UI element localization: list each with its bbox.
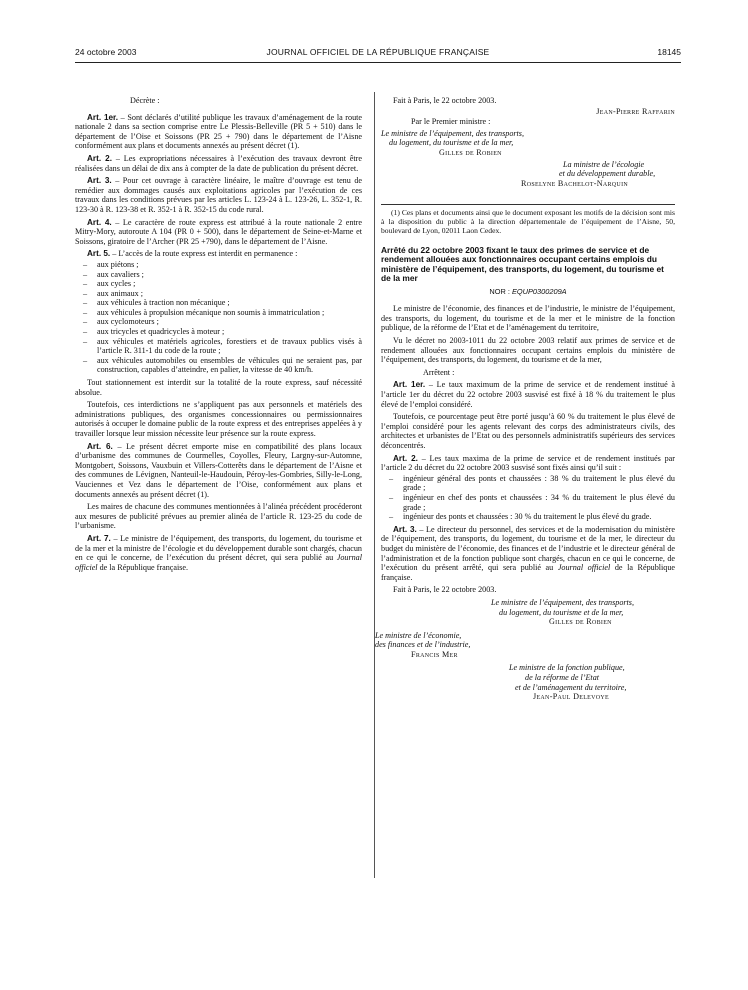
article-text: – L’accès de la route express est interdit en permanence : (110, 249, 298, 259)
par-premier-ministre: Par le Premier ministre : (411, 117, 491, 127)
article-label: Art. 3. (393, 524, 417, 534)
list-item: – aux cavaliers ; (75, 270, 362, 280)
minister-equipment-title (381, 129, 675, 148)
arrete-article-1-paragraph: Toutefois, ce pourcentage peut être porté jusqu’à 60 % du traitement le plus élevé de l’emploi considéré pour les agents relevant des corps des administrateurs civils, des architectes et urbanistes de l’Etat ou des personnels administratifs supérieurs des services déconcentrés. (381, 412, 675, 450)
signature-bachelot: Roselyne Bachelot-Narquin (521, 178, 629, 188)
article-1 (75, 113, 362, 151)
list-item: – ingénieur général des ponts et chaussées : 38 % du traitement le plus élevé du grade ; (381, 474, 675, 493)
minister-title-line: de la réforme de l’Etat (525, 673, 600, 683)
article-text: – Le taux maximum de la prime de service et de rendement institué à l’article 1er du décret du 22 octobre 2003 susvisé est fixé à 18 % du traitement le plus élevé de l’emploi considéré. (381, 380, 675, 409)
article-label: Art. 3. (87, 176, 112, 186)
article-5-paragraph: Tout stationnement est interdit sur la totalité de la route express, sauf nécessité absolue. (75, 378, 362, 397)
list-item: – aux véhicules à traction non mécanique ; (75, 298, 362, 308)
minister-title-line: Le ministre de l’équipement, des transports, (491, 597, 635, 607)
list-item: – aux cyclomoteurs ; (75, 317, 362, 327)
arrete-article-2-list (381, 474, 675, 522)
article-5 (75, 249, 362, 259)
intro-paragraph: Le ministre de l’économie, des finances et de l’industrie, le ministre de l’équipement, des transports, du logement, du tourisme et de la mer et le ministre de la fonction publique, de la réforme de l’Etat et de l’aménagement du territoire, (381, 304, 675, 333)
list-item: – aux véhicules à propulsion mécanique non soumis à immatriculation ; (75, 308, 362, 318)
minister-title-line: Le ministre de l’économie, (375, 630, 462, 640)
list-item: – aux véhicules et matériels agricoles, forestiers et de travaux publics visés à l’article R. 311-1 du code de la route ; (75, 337, 362, 356)
article-label: Art. 2. (393, 453, 418, 463)
nor-label: NOR : (489, 286, 512, 296)
article-label: Art. 2. (87, 153, 113, 163)
article-6-paragraph: Les maires de chacune des communes mentionnées à l’alinéa précédent procéderont aux mesures de publicité prévues au premier alinéa de l’article R. 123-25 du code de l’urbanisme. (75, 502, 362, 531)
article-3 (75, 176, 362, 214)
header-page-number: 18145 (657, 47, 681, 57)
left-column (75, 96, 362, 575)
fait-a-paris-2: Fait à Paris, le 22 octobre 2003. (393, 585, 497, 595)
article-4 (75, 218, 362, 247)
column-divider (374, 92, 375, 878)
minister-economy-title (375, 631, 675, 650)
article-text: – Le directeur du personnel, des services et de la modernisation du ministère de l’équipement, des transports, du logement, du tourisme et de la mer, le directeur du budget du ministère de l’économie, des finances et de l’industrie et le directeur général de l’administration et de la fonction publique sont chargés, chacun en ce qui le concerne, de l’exécution du présent arrêté, qui sera publié au (381, 524, 675, 573)
signature-mer: Francis Mer (411, 649, 458, 659)
article-label: Art. 6. (87, 441, 113, 451)
nor-code: EQUP0300209A (511, 286, 567, 296)
arrete-article-2 (381, 454, 675, 473)
list-item: – aux tricycles et quadricycles à moteur ; (75, 327, 362, 337)
article-text: – Sont déclarés d’utilité publique les travaux d’aménagement de la route nationale 2 dans sa section comprise entre Le Plessis-Belleville (PR 5 + 510) dans le département de l’Oise et Soissons (PR 25 + 790) dans le département de l’Aisne conformément aux plans et documents annexés au présent décret (1). (75, 112, 363, 151)
minister-title-line: Le ministre de l’équipement, des transports, (381, 128, 525, 138)
article-text: – Le caractère de route express est attribué à la route nationale 2 entre Mitry-Mory, autoroute A 104 (PR 0 + 500), dans le département de Seine-et-Marne et Soissons, giratoire de l’Archer (PR 25 +790), dans le département de l’Aisne. (75, 217, 362, 246)
article-text: – Le ministre de l’équipement, des transports, du logement, du tourisme et de la mer et la ministre de l’écologie et du développement durable sont chargés, chacun en ce qui le concerne, de l’exécution du présent décret, qui sera publié au (75, 533, 362, 563)
minister-equipment-title-2 (381, 598, 675, 617)
journal-officiel-ref: Journal officiel (557, 563, 611, 573)
article-label: Art. 5. (87, 249, 111, 259)
arretent-heading: Arrêtent : (423, 367, 455, 377)
list-item: – ingénieur en chef des ponts et chaussées : 34 % du traitement le plus élevé du grade ; (381, 493, 675, 512)
right-column (375, 96, 676, 702)
article-label: Art. 1er. (393, 380, 426, 390)
article-7 (75, 534, 362, 572)
minister-title-line: Le ministre de la fonction publique, (509, 663, 625, 673)
footnote: (1) Ces plans et documents ainsi que le document exposant les motifs de la décision sont mis à la disposition du public à la direction départementale de l’équipement de l’Aisne, 50, boulevard de Lyon, 02011 Laon Cedex. (381, 208, 675, 236)
page-header (75, 47, 681, 61)
article-text: de la République française. (97, 562, 189, 572)
minister-title-line: et de l’aménagement du territoire, (515, 682, 627, 692)
list-item: – aux véhicules automobiles ou ensembles de véhicules qui ne seraient pas, par construction, capables d’atteindre, en palier, la vitesse de 40 km/h. (75, 356, 362, 375)
article-5-paragraph: Toutefois, ces interdictions ne s’appliquent pas aux personnels et matériels des administrations publiques, des organismes concessionnaires ou permissionnaires autorisés à occuper le domaine public de la route express et des entreprises appelées à y travailler lorsque leur mission nécessite leur présence sur la route express. (75, 400, 362, 438)
article-text: – Les expropriations nécessaires à l’exécution des travaux devront être réalisées dans un délai de dix ans à compter de la date de publication du présent décret. (75, 153, 362, 173)
minister-title-line: du logement, du tourisme et de la mer, (389, 138, 514, 148)
list-item: – aux piétons ; (75, 260, 362, 270)
header-date: 24 octobre 2003 (75, 47, 137, 57)
fait-a-paris: Fait à Paris, le 22 octobre 2003. (393, 96, 497, 105)
article-label: Art. 7. (87, 533, 111, 543)
signature-robien-2: Gilles de Robien (549, 617, 612, 627)
minister-ecology-title (381, 160, 675, 179)
article-text: de la République française. (381, 563, 676, 582)
list-item: – ingénieur des ponts et chaussées : 30 % du traitement le plus élevé du grade. (381, 512, 675, 522)
header-rule (75, 62, 681, 63)
arrete-title: Arrêté du 22 octobre 2003 fixant le taux des primes de service et de rendement allouées aux fonctionnaires occupant certains emplois du ministère de l’équipement, des transports, du logement, du tourisme et de la mer (381, 245, 664, 284)
minister-title-line: des finances et de l’industrie, (375, 640, 471, 650)
nor-reference (381, 287, 675, 297)
article-6 (75, 442, 362, 500)
article-text: – Le présent décret emporte mise en compatibilité des plans locaux d’urbanisme des communes de Courmelles, Coyolles, Fleury, Largny-sur-Automne, Montgobert, Soissons, Vauxbuin et Villers-Cotterêts dans le département de l’Aisne et des communes de Lévignen, Nanteuil-le-Haudouin, Péroy-les-Gombries, Silly-le-Long, Vauciennes et Vez dans le département de l’Oise, conformément aux plans et documents annexés au présent décret (1). (75, 441, 362, 499)
minister-title-line: du logement, du tourisme et de la mer, (499, 607, 624, 617)
journal-officiel-ref: Journal officiel (75, 553, 362, 572)
minister-public-service-title (381, 663, 675, 692)
footnote-rule (381, 204, 675, 205)
article-2 (75, 154, 362, 173)
signature-pm: Jean-Pierre Raffarin (596, 106, 675, 116)
arrete-article-3 (381, 525, 675, 583)
header-journal-title: JOURNAL OFFICIEL DE LA RÉPUBLIQUE FRANÇAISE (266, 47, 490, 57)
arrete-article-1 (381, 380, 675, 409)
minister-title-line: La ministre de l’écologie (563, 159, 645, 169)
signature-delevoye: Jean-Paul Delevoye (533, 692, 610, 702)
list-item: – aux animaux ; (75, 289, 362, 299)
intro-paragraph: Vu le décret no 2003-1011 du 22 octobre 2003 relatif aux primes de service et de rendement allouées aux fonctionnaires occupant certains emplois du ministère de l’équipement, des transports, du logement, du tourisme et de la mer, (381, 336, 675, 365)
article-5-list (75, 260, 362, 375)
article-text: – Pour cet ouvrage à caractère linéaire, le maître d’ouvrage est tenu de remédier aux dommages causés aux exploitations agricoles par l’exécution de ces travaux dans les conditions prévues par les articles L. 123-24 à L. 123-26, L. 352-1, R. 123-30 à R. 123-38 et R. 352-1 à R. 352-15 du code rural. (75, 176, 362, 214)
decrete-heading: Décrète : (130, 96, 160, 105)
list-item: – aux cycles ; (75, 279, 362, 289)
article-label: Art. 1er. (87, 112, 119, 122)
article-label: Art. 4. (87, 217, 112, 227)
article-text: – Les taux maxima de la prime de service et de rendement institués par l’article 2 du décret du 22 octobre 2003 susvisé sont fixés ainsi qu’il suit : (381, 453, 675, 473)
signature-robien: Gilles de Robien (439, 147, 502, 157)
minister-title-line: et du développement durable, (559, 169, 656, 179)
